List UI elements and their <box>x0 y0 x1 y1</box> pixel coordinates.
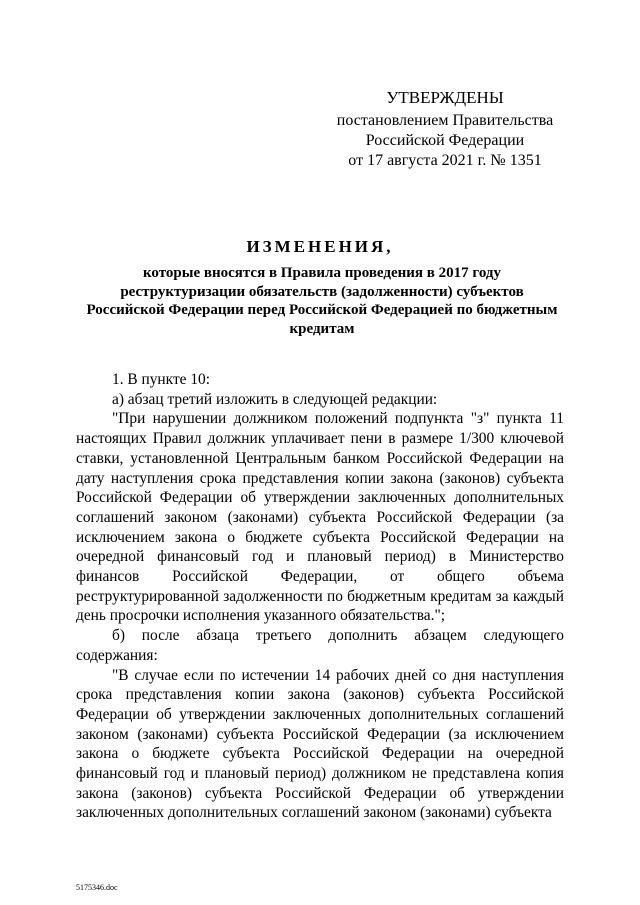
approval-line-2: Российской Федерации <box>365 132 525 149</box>
document-id: 5175346.doc <box>76 883 118 892</box>
paragraph-point-1: 1. В пункте 10: <box>112 371 211 388</box>
approval-line-3: от 17 августа 2021 г. № 1351 <box>348 152 542 169</box>
approval-block <box>330 88 560 171</box>
paragraph-quote-2: "В случае если по истечении 14 рабочих дней со дня наступления срока представления копии закона (законов) субъекта Российской Федерации об утверждении заключенных дополнительных соглашений законом (законами) субъекта Российской Федерации (за исключением закона о бюджете субъекта Российской Федерации на очередной финансовый год и плановый период) должником не представлена копия закона (законов) субъекта Российской Федерации об утверждении заключенных дополнительных соглашений законом (законами) субъекта <box>76 666 564 822</box>
paragraph-quote-1: "При нарушении должником положений подпункта "з" пункта 11 настоящих Правил должник уплачивает пени в размере 1/300 ключевой ставки, установленной Центральным банком Российской Федерации на дату наступления срока представления копии закона (законов) субъекта Российской Федерации об утверждении заключенных дополнительных соглашений законом (законами) субъекта Российской Федерации (за исключением закона о бюджете субъекта Российской Федерации на очередной финансовый год и плановый период) в Министерство финансов Российской Федерации, от общего объема реструктурированной задолженности по бюджетным кредитам за каждый день просрочки исполнения указанного обязательства."; <box>76 410 564 625</box>
document-title: ИЗМЕНЕНИЯ, <box>246 237 394 256</box>
approval-heading: УТВЕРЖДЕНЫ <box>386 88 504 107</box>
paragraph-subpoint-b: б) после абзаца третьего дополнить абзацем следующего содержания: <box>76 627 564 664</box>
approval-line-1: постановлением Правительства <box>336 112 554 129</box>
document-subtitle: которые вносятся в Правила проведения в 2017 году реструктуризации обязательств (задолженности) субъектов Российской Федерации перед Российской Федерацией по бюджетным кредитам <box>86 265 558 337</box>
paragraph-subpoint-a: а) абзац третий изложить в следующей редакции: <box>112 390 438 408</box>
document-body <box>76 370 564 823</box>
